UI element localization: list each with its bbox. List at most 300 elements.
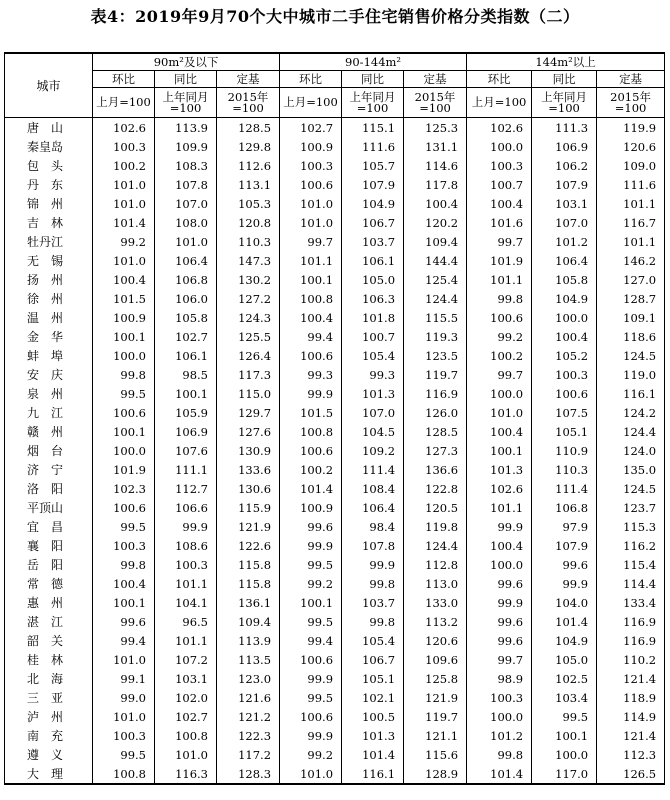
value-cell: 99.8 [342, 612, 404, 631]
value-cell: 99.1 [93, 669, 155, 688]
city-cell: 温 州 [5, 308, 93, 327]
value-cell: 110.3 [217, 232, 280, 251]
value-cell: 108.0 [155, 213, 217, 232]
value-cell: 120.5 [404, 498, 467, 517]
value-cell: 100.1 [532, 726, 597, 745]
table-row [5, 593, 665, 612]
city-cell: 包 头 [5, 156, 93, 175]
value-cell: 101.3 [342, 384, 404, 403]
value-cell: 101.0 [155, 745, 217, 764]
value-cell: 100.0 [93, 346, 155, 365]
value-cell: 105.0 [532, 650, 597, 669]
value-cell: 101.8 [342, 308, 404, 327]
value-cell: 100.3 [532, 365, 597, 384]
value-cell: 112.6 [217, 156, 280, 175]
value-cell: 101.2 [467, 726, 532, 745]
value-cell: 100.3 [93, 137, 155, 156]
value-cell: 99.6 [467, 612, 532, 631]
value-cell: 100.6 [280, 346, 342, 365]
value-cell: 107.0 [342, 403, 404, 422]
table-row [5, 175, 665, 194]
value-cell: 100.6 [280, 175, 342, 194]
value-cell: 108.4 [342, 479, 404, 498]
value-cell: 105.2 [532, 346, 597, 365]
value-cell: 98.9 [467, 669, 532, 688]
city-cell: 安 庆 [5, 365, 93, 384]
value-cell: 101.9 [93, 460, 155, 479]
value-cell: 105.1 [342, 669, 404, 688]
value-cell: 106.6 [155, 498, 217, 517]
value-cell: 110.2 [597, 650, 665, 669]
value-cell: 105.8 [155, 308, 217, 327]
value-cell: 106.2 [532, 156, 597, 175]
base-header-cell: 2015年=100 [217, 88, 280, 118]
value-cell: 110.3 [532, 460, 597, 479]
value-cell: 127.3 [404, 441, 467, 460]
table-row [5, 308, 665, 327]
value-cell: 120.6 [404, 631, 467, 650]
value-cell: 100.4 [467, 194, 532, 213]
value-cell: 104.9 [532, 289, 597, 308]
value-cell: 121.6 [217, 688, 280, 707]
value-cell: 99.6 [532, 555, 597, 574]
city-cell: 北 海 [5, 669, 93, 688]
value-cell: 100.4 [93, 270, 155, 289]
city-cell: 锦 州 [5, 194, 93, 213]
value-cell: 106.4 [532, 251, 597, 270]
value-cell: 116.9 [597, 631, 665, 650]
value-cell: 118.6 [597, 327, 665, 346]
value-cell: 102.6 [93, 118, 155, 138]
value-cell: 100.4 [532, 327, 597, 346]
city-cell: 牡丹江 [5, 232, 93, 251]
value-cell: 119.3 [404, 327, 467, 346]
value-cell: 102.1 [342, 688, 404, 707]
value-cell: 109.4 [217, 612, 280, 631]
value-cell: 119.8 [404, 517, 467, 536]
value-cell: 107.8 [155, 175, 217, 194]
value-cell: 99.5 [93, 384, 155, 403]
city-cell: 湛 江 [5, 612, 93, 631]
table-row [5, 574, 665, 593]
value-cell: 105.4 [342, 346, 404, 365]
value-cell: 99.9 [155, 517, 217, 536]
value-cell: 122.6 [217, 536, 280, 555]
table-row [5, 669, 665, 688]
city-column-header: 城市 [5, 53, 93, 118]
value-cell: 117.8 [404, 175, 467, 194]
city-cell: 岳 阳 [5, 555, 93, 574]
value-cell: 101.0 [93, 194, 155, 213]
city-cell: 济 宁 [5, 460, 93, 479]
city-cell: 丹 东 [5, 175, 93, 194]
value-cell: 102.7 [280, 118, 342, 138]
value-cell: 100.0 [532, 308, 597, 327]
value-cell: 101.3 [342, 726, 404, 745]
table-row [5, 365, 665, 384]
value-cell: 101.0 [93, 175, 155, 194]
value-cell: 107.0 [532, 213, 597, 232]
value-cell: 102.7 [155, 707, 217, 726]
value-cell: 106.3 [342, 289, 404, 308]
value-cell: 101.0 [93, 650, 155, 669]
value-cell: 102.6 [467, 118, 532, 138]
base-header-cell: 上月=100 [93, 88, 155, 118]
table-row [5, 707, 665, 726]
value-cell: 113.9 [217, 631, 280, 650]
value-cell: 100.5 [342, 707, 404, 726]
value-cell: 124.3 [217, 308, 280, 327]
base-header-cell: 上年同月=100 [532, 88, 597, 118]
value-cell: 101.4 [280, 479, 342, 498]
value-cell: 98.5 [155, 365, 217, 384]
value-cell: 100.7 [342, 327, 404, 346]
value-cell: 102.6 [467, 479, 532, 498]
value-cell: 115.8 [217, 555, 280, 574]
group-header-small: 90m²及以下 [93, 53, 280, 71]
sub-header-cell: 定基 [404, 71, 467, 88]
table-row [5, 384, 665, 403]
value-cell: 118.9 [597, 688, 665, 707]
value-cell: 100.8 [280, 422, 342, 441]
value-cell: 99.6 [467, 631, 532, 650]
group-header-large: 144m²以上 [467, 53, 665, 71]
value-cell: 107.8 [342, 536, 404, 555]
value-cell: 104.9 [532, 631, 597, 650]
value-cell: 128.3 [217, 764, 280, 784]
table-row [5, 213, 665, 232]
value-cell: 105.4 [342, 631, 404, 650]
value-cell: 100.3 [467, 688, 532, 707]
value-cell: 100.8 [93, 764, 155, 784]
value-cell: 99.7 [467, 232, 532, 251]
value-cell: 121.4 [597, 669, 665, 688]
value-cell: 123.7 [597, 498, 665, 517]
value-cell: 100.9 [93, 308, 155, 327]
value-cell: 98.4 [342, 517, 404, 536]
city-cell: 蚌 埠 [5, 346, 93, 365]
value-cell: 111.4 [342, 460, 404, 479]
value-cell: 127.2 [217, 289, 280, 308]
value-cell: 112.7 [155, 479, 217, 498]
value-cell: 128.7 [597, 289, 665, 308]
value-cell: 100.0 [93, 441, 155, 460]
value-cell: 101.6 [467, 213, 532, 232]
city-cell: 宜 昌 [5, 517, 93, 536]
value-cell: 101.0 [93, 251, 155, 270]
value-cell: 116.9 [404, 384, 467, 403]
city-cell: 南 充 [5, 726, 93, 745]
value-cell: 101.2 [532, 232, 597, 251]
table-row [5, 631, 665, 650]
value-cell: 100.6 [467, 308, 532, 327]
value-cell: 121.2 [217, 707, 280, 726]
base-header-cell: 上年同月=100 [342, 88, 404, 118]
value-cell: 106.8 [532, 498, 597, 517]
value-cell: 122.8 [404, 479, 467, 498]
value-cell: 123.5 [404, 346, 467, 365]
value-cell: 130.9 [217, 441, 280, 460]
value-cell: 97.9 [532, 517, 597, 536]
value-cell: 99.5 [93, 517, 155, 536]
value-cell: 124.2 [597, 403, 665, 422]
value-cell: 99.2 [280, 574, 342, 593]
value-cell: 115.1 [342, 118, 404, 138]
value-cell: 101.1 [155, 574, 217, 593]
value-cell: 115.9 [217, 498, 280, 517]
value-cell: 124.4 [597, 422, 665, 441]
value-cell: 126.5 [597, 764, 665, 784]
value-cell: 113.0 [404, 574, 467, 593]
value-cell: 106.4 [155, 251, 217, 270]
value-cell: 108.3 [155, 156, 217, 175]
table-row [5, 650, 665, 669]
value-cell: 99.9 [280, 536, 342, 555]
value-cell: 99.6 [93, 612, 155, 631]
value-cell: 100.3 [280, 156, 342, 175]
value-cell: 116.7 [597, 213, 665, 232]
sub-header-cell: 同比 [342, 71, 404, 88]
value-cell: 107.9 [532, 536, 597, 555]
value-cell: 101.0 [280, 213, 342, 232]
table-row [5, 536, 665, 555]
value-cell: 100.1 [93, 422, 155, 441]
value-cell: 99.2 [93, 232, 155, 251]
value-cell: 101.3 [467, 460, 532, 479]
value-cell: 100.1 [467, 441, 532, 460]
value-cell: 99.7 [467, 650, 532, 669]
value-cell: 99.5 [280, 612, 342, 631]
city-cell: 九 江 [5, 403, 93, 422]
sub-header-cell: 定基 [597, 71, 665, 88]
table-row [5, 517, 665, 536]
base-header-cell: 上月=100 [467, 88, 532, 118]
value-cell: 104.1 [155, 593, 217, 612]
base-header-cell: 2015年=100 [404, 88, 467, 118]
value-cell: 99.5 [532, 707, 597, 726]
value-cell: 112.3 [597, 745, 665, 764]
value-cell: 99.0 [93, 688, 155, 707]
value-cell: 99.2 [280, 745, 342, 764]
value-cell: 124.5 [597, 346, 665, 365]
value-cell: 124.0 [597, 441, 665, 460]
base-header-cell: 上年同月=100 [155, 88, 217, 118]
city-cell: 遵 义 [5, 745, 93, 764]
city-cell: 泉 州 [5, 384, 93, 403]
table-row [5, 612, 665, 631]
value-cell: 115.4 [597, 555, 665, 574]
value-cell: 100.0 [467, 707, 532, 726]
value-cell: 109.6 [404, 650, 467, 669]
value-cell: 144.4 [404, 251, 467, 270]
table-row [5, 156, 665, 175]
table-row [5, 688, 665, 707]
value-cell: 99.9 [280, 669, 342, 688]
value-cell: 111.3 [532, 118, 597, 138]
value-cell: 111.6 [342, 137, 404, 156]
value-cell: 115.0 [217, 384, 280, 403]
value-cell: 109.9 [155, 137, 217, 156]
value-cell: 115.5 [404, 308, 467, 327]
value-cell: 120.6 [597, 137, 665, 156]
value-cell: 99.8 [93, 555, 155, 574]
value-cell: 121.1 [404, 726, 467, 745]
value-cell: 100.8 [155, 726, 217, 745]
value-cell: 121.9 [404, 688, 467, 707]
sub-header-cell: 环比 [467, 71, 532, 88]
value-cell: 100.6 [280, 441, 342, 460]
value-cell: 100.8 [280, 289, 342, 308]
value-cell: 106.9 [532, 137, 597, 156]
value-cell: 130.2 [217, 270, 280, 289]
value-cell: 107.0 [155, 194, 217, 213]
city-cell: 洛 阳 [5, 479, 93, 498]
value-cell: 103.7 [342, 593, 404, 612]
city-cell: 惠 州 [5, 593, 93, 612]
value-cell: 124.5 [597, 479, 665, 498]
value-cell: 101.9 [467, 251, 532, 270]
value-cell: 100.4 [467, 422, 532, 441]
sub-header-cell: 定基 [217, 71, 280, 88]
value-cell: 114.6 [404, 156, 467, 175]
table-row [5, 289, 665, 308]
value-cell: 100.3 [93, 726, 155, 745]
value-cell: 100.0 [467, 555, 532, 574]
value-cell: 116.2 [597, 536, 665, 555]
table-row [5, 441, 665, 460]
value-cell: 131.1 [404, 137, 467, 156]
value-cell: 107.2 [155, 650, 217, 669]
value-cell: 100.1 [280, 593, 342, 612]
value-cell: 121.9 [217, 517, 280, 536]
value-cell: 100.3 [467, 156, 532, 175]
sub-header-cell: 环比 [93, 71, 155, 88]
table-row [5, 194, 665, 213]
value-cell: 106.7 [342, 650, 404, 669]
value-cell: 106.1 [342, 251, 404, 270]
value-cell: 128.5 [217, 118, 280, 138]
value-cell: 114.4 [597, 574, 665, 593]
value-cell: 101.0 [280, 194, 342, 213]
city-cell: 吉 林 [5, 213, 93, 232]
value-cell: 100.3 [93, 536, 155, 555]
value-cell: 106.4 [342, 498, 404, 517]
value-cell: 102.5 [532, 669, 597, 688]
city-cell: 大 理 [5, 764, 93, 784]
table-row [5, 118, 665, 138]
city-cell: 桂 林 [5, 650, 93, 669]
value-cell: 102.3 [93, 479, 155, 498]
value-cell: 120.8 [217, 213, 280, 232]
value-cell: 99.2 [467, 327, 532, 346]
base-header-cell: 上月=100 [280, 88, 342, 118]
value-cell: 105.3 [217, 194, 280, 213]
value-cell: 119.7 [404, 707, 467, 726]
city-cell: 平顶山 [5, 498, 93, 517]
value-cell: 116.1 [597, 384, 665, 403]
table-row [5, 251, 665, 270]
value-cell: 99.9 [467, 517, 532, 536]
value-cell: 127.0 [597, 270, 665, 289]
value-cell: 107.9 [532, 175, 597, 194]
value-cell: 100.2 [467, 346, 532, 365]
table-row [5, 479, 665, 498]
value-cell: 99.8 [467, 289, 532, 308]
value-cell: 109.1 [597, 308, 665, 327]
value-cell: 102.0 [155, 688, 217, 707]
value-cell: 108.6 [155, 536, 217, 555]
city-cell: 襄 阳 [5, 536, 93, 555]
value-cell: 100.7 [467, 175, 532, 194]
value-cell: 99.6 [280, 517, 342, 536]
value-cell: 100.4 [404, 194, 467, 213]
table-row [5, 137, 665, 156]
value-cell: 120.2 [404, 213, 467, 232]
value-cell: 99.9 [532, 574, 597, 593]
value-cell: 107.9 [342, 175, 404, 194]
value-cell: 125.3 [404, 118, 467, 138]
value-cell: 101.0 [155, 232, 217, 251]
value-cell: 129.7 [217, 403, 280, 422]
value-cell: 101.0 [93, 707, 155, 726]
value-cell: 100.4 [93, 574, 155, 593]
table-row [5, 498, 665, 517]
value-cell: 105.9 [155, 403, 217, 422]
city-cell: 秦皇岛 [5, 137, 93, 156]
value-cell: 99.5 [93, 745, 155, 764]
value-cell: 99.3 [280, 365, 342, 384]
value-cell: 128.5 [404, 422, 467, 441]
table-row [5, 422, 665, 441]
value-cell: 102.7 [155, 327, 217, 346]
city-cell: 唐 山 [5, 118, 93, 138]
value-cell: 101.1 [597, 232, 665, 251]
value-cell: 119.7 [404, 365, 467, 384]
value-cell: 101.4 [467, 764, 532, 784]
value-cell: 100.9 [280, 137, 342, 156]
value-cell: 116.3 [155, 764, 217, 784]
value-cell: 109.2 [342, 441, 404, 460]
value-cell: 105.8 [532, 270, 597, 289]
value-cell: 99.4 [93, 631, 155, 650]
value-cell: 99.7 [280, 232, 342, 251]
value-cell: 115.3 [597, 517, 665, 536]
value-cell: 122.3 [217, 726, 280, 745]
price-index-table [4, 52, 665, 785]
group-header-medium: 90-144m² [280, 53, 467, 71]
city-cell: 韶 关 [5, 631, 93, 650]
value-cell: 106.1 [155, 346, 217, 365]
value-cell: 100.4 [280, 308, 342, 327]
value-cell: 100.6 [532, 384, 597, 403]
value-cell: 101.5 [280, 403, 342, 422]
value-cell: 100.1 [93, 593, 155, 612]
value-cell: 100.6 [280, 707, 342, 726]
value-cell: 107.5 [532, 403, 597, 422]
value-cell: 99.4 [280, 631, 342, 650]
value-cell: 101.0 [467, 403, 532, 422]
value-cell: 127.6 [217, 422, 280, 441]
value-cell: 124.4 [404, 289, 467, 308]
value-cell: 128.9 [404, 764, 467, 784]
value-cell: 101.5 [93, 289, 155, 308]
value-cell: 104.5 [342, 422, 404, 441]
value-cell: 115.8 [217, 574, 280, 593]
value-cell: 136.6 [404, 460, 467, 479]
value-cell: 114.9 [597, 707, 665, 726]
city-cell: 泸 州 [5, 707, 93, 726]
city-cell: 赣 州 [5, 422, 93, 441]
